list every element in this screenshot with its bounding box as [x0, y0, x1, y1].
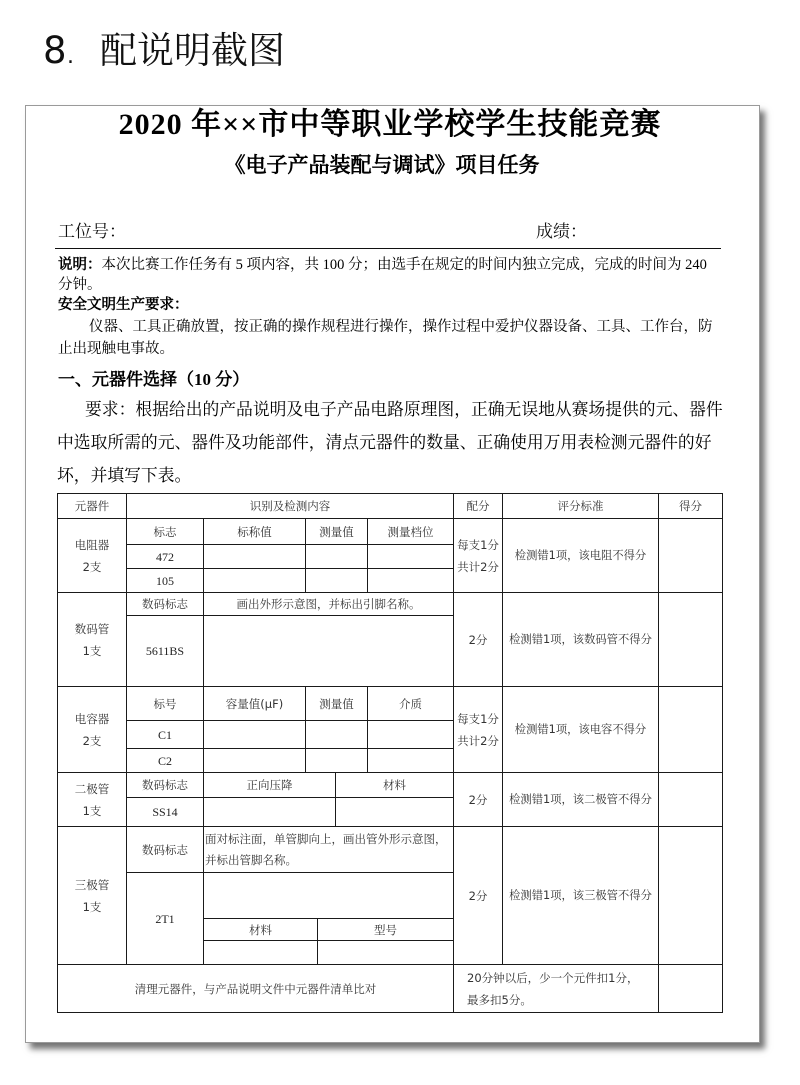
section-title: 一、元器件选择（10 分） [58, 370, 250, 389]
display-mark-label: 数码标志 [126, 592, 204, 616]
header-criteria: 评分标准 [502, 493, 659, 519]
transistor-instruction-2: 并标出管脚名称。 [205, 852, 297, 867]
capacitor-points-cell [453, 686, 503, 773]
display-drawing-blank [203, 615, 454, 687]
capacitor-name: 电容器 [74, 711, 110, 726]
capacitor-2-dielectric-blank [367, 748, 454, 773]
transistor-mark-label: 数码标志 [126, 826, 204, 873]
diode-mark-cell [126, 797, 204, 827]
resistor-points-2: 共计2分 [457, 559, 499, 574]
capacitor-mark-2: C2 [157, 753, 172, 768]
capacitor-mark-2-cell [126, 748, 204, 773]
capacitor-1-measured-blank [305, 720, 368, 749]
capacitor-col-capacity: 容量值(μF) [203, 686, 306, 721]
heading-number: 8 [43, 29, 67, 72]
diode-col-material: 材料 [335, 772, 454, 798]
display-points: 2分 [453, 592, 503, 687]
diode-col-forward-voltage: 正向压降 [203, 772, 336, 798]
page-heading [43, 28, 285, 80]
capacitor-criteria: 检测错1项，该电容不得分 [514, 722, 647, 736]
header-score: 得分 [658, 493, 723, 519]
display-mark: 5611BS [145, 644, 185, 658]
resistor-col-range: 测量档位 [367, 518, 454, 545]
resistor-criteria-cell [502, 518, 659, 593]
capacitor-points-2: 共计2分 [457, 733, 499, 748]
header-content: 识别及检测内容 [126, 493, 454, 519]
capacitor-2-measured-blank [305, 748, 368, 773]
transistor-criteria: 检测错1项，该三极管不得分 [509, 888, 652, 902]
capacitor-1-dielectric-blank [367, 720, 454, 749]
capacitor-col-dielectric: 介质 [367, 686, 454, 721]
transistor-model-blank [317, 940, 454, 965]
diode-points: 2分 [453, 772, 503, 827]
safety-line-2: 止出现触电事故。 [58, 341, 174, 357]
heading-dot: . [67, 44, 74, 69]
requirement-line-2: 中选取所需的元、器件及功能部件，清点元器件的数量、正确使用万用表检测元器件的好 [57, 433, 712, 452]
capacitor-1-capacity-blank [203, 720, 306, 749]
transistor-instruction-cell [203, 826, 454, 873]
requirement-line-3: 坏，并填写下表。 [57, 466, 192, 485]
capacitor-col-label: 标号 [126, 686, 204, 721]
score-label: 成绩： [536, 222, 587, 242]
header-component: 元器件 [57, 493, 127, 519]
resistor-score-blank [658, 518, 723, 593]
resistor-1-measured-blank [305, 544, 368, 569]
note-label: 说明： [58, 257, 102, 273]
cleanup-criteria-cell [453, 964, 659, 1013]
document-subtitle: 《电子产品装配与调试》项目任务 [224, 153, 540, 177]
resistor-qty: 2支 [82, 559, 102, 574]
cleanup-task: 清理元器件，与产品说明文件中元器件清单比对 [57, 964, 454, 1013]
heading-title: 配说明截图 [100, 29, 285, 72]
resistor-col-nominal: 标称值 [203, 518, 306, 545]
transistor-mark: 2T1 [155, 911, 175, 926]
resistor-1-range-blank [367, 544, 454, 569]
capacitor-col-measured: 测量值 [305, 686, 368, 721]
resistor-2-measured-blank [305, 568, 368, 593]
resistor-mark-1: 472 [156, 549, 174, 564]
diode-criteria: 检测错1项，该二极管不得分 [509, 792, 652, 806]
transistor-col-model: 型号 [317, 918, 454, 941]
transistor-score-blank [658, 826, 723, 965]
diode-forward-voltage-blank [203, 797, 336, 827]
requirement-line-1: 要求：根据给出的产品说明及电子产品电路原理图，正确无误地从赛场提供的元、器件 [85, 400, 723, 419]
transistor-instruction-1: 面对标注面，单管脚向上，画出管外形示意图， [205, 831, 447, 846]
resistor-mark-1-cell [126, 544, 204, 569]
diode-material-blank [335, 797, 454, 827]
transistor-criteria-cell [502, 826, 659, 965]
transistor-name: 三极管 [74, 877, 110, 892]
resistor-points-1: 每支1分 [457, 537, 499, 552]
capacitor-qty: 2支 [82, 733, 102, 748]
display-name: 数码管 [74, 621, 110, 636]
resistor-criteria: 检测错1项，该电阻不得分 [514, 548, 647, 562]
display-mark-cell [126, 615, 204, 687]
transistor-col-material: 材料 [203, 918, 318, 941]
diode-name-cell [57, 772, 127, 827]
diode-col-mark: 数码标志 [126, 772, 204, 798]
safety-label: 安全文明生产要求： [58, 297, 189, 313]
resistor-2-range-blank [367, 568, 454, 593]
transistor-mark-cell [126, 872, 204, 965]
resistor-name: 电阻器 [74, 537, 110, 552]
resistor-col-mark: 标志 [126, 518, 204, 545]
capacitor-points-1: 每支1分 [457, 711, 499, 726]
transistor-qty: 1支 [82, 899, 102, 914]
display-score-blank [658, 592, 723, 687]
safety-line-1: 仪器、工具正确放置，按正确的操作规程进行操作，操作过程中爱护仪器设备、工具、工作台，防 [89, 319, 713, 335]
note-line-1 [58, 256, 707, 275]
diode-qty: 1支 [82, 803, 102, 818]
diode-criteria-cell [502, 772, 659, 827]
note-line-2: 分钟。 [58, 277, 102, 293]
transistor-drawing-blank [203, 872, 454, 919]
capacitor-mark-1: C1 [157, 727, 172, 742]
station-label: 工位号： [58, 222, 126, 242]
cleanup-criteria-1: 20分钟以后，少一个元件扣1分， [467, 970, 639, 985]
resistor-points-cell [453, 518, 503, 593]
display-name-cell [57, 592, 127, 687]
display-criteria: 检测错1项，该数码管不得分 [509, 632, 652, 646]
capacitor-mark-1-cell [126, 720, 204, 749]
capacitor-score-blank [658, 686, 723, 773]
resistor-mark-2-cell [126, 568, 204, 593]
document-title: 2020 年××市中等职业学校学生技能竞赛 [118, 108, 662, 141]
diode-name: 二极管 [74, 781, 110, 796]
display-criteria-cell [502, 592, 659, 687]
header-divider [55, 248, 721, 249]
transistor-points: 2分 [453, 826, 503, 965]
resistor-col-measured: 测量值 [305, 518, 368, 545]
diode-mark: SS14 [152, 805, 178, 819]
resistor-mark-2: 105 [156, 573, 174, 588]
note-text: 本次比赛工作任务有 5 项内容，共 100 分；由选手在规定的时间内独立完成，完成的时间为 240 [101, 257, 707, 273]
diode-score-blank [658, 772, 723, 827]
cleanup-score-blank [658, 964, 723, 1013]
resistor-1-nominal-blank [203, 544, 306, 569]
cleanup-criteria-2: 最多扣5分。 [467, 992, 532, 1007]
resistor-2-nominal-blank [203, 568, 306, 593]
display-instruction: 画出外形示意图，并标出引脚名称。 [203, 592, 454, 616]
resistor-name-cell [57, 518, 127, 593]
transistor-name-cell [57, 826, 127, 965]
header-points: 配分 [453, 493, 503, 519]
capacitor-criteria-cell [502, 686, 659, 773]
display-qty: 1支 [82, 643, 102, 658]
transistor-material-blank [203, 940, 318, 965]
capacitor-name-cell [57, 686, 127, 773]
capacitor-2-capacity-blank [203, 748, 306, 773]
